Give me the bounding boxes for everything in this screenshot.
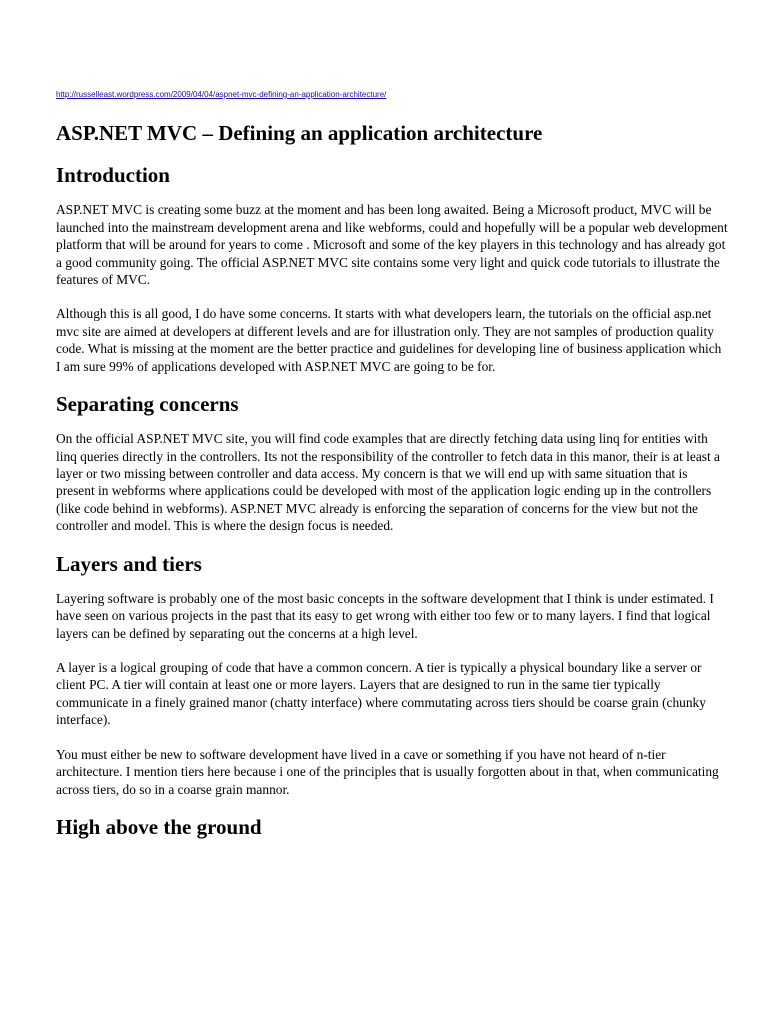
section-heading: Layers and tiers — [56, 551, 202, 576]
paragraph: A layer is a logical grouping of code that have a common concern. A tier is typically a physical boundary like a server or client PC. A tier will contain at least one or more layers. Layers that are designed to run in the same tier typically communicate in a finely grained manor (chatty interface) where commutating across tiers should be coarse grain (chunky interface). — [56, 660, 706, 728]
paragraph: You must either be new to software development have lived in a cave or something if you have not heard of n-tier architecture. I mention tiers here because i one of the principles that is usually forgotten about in that, when communicating across tiers, do so in a coarse grain mannor. — [56, 746, 719, 797]
section-introduction — [56, 163, 728, 375]
paragraph: On the official ASP.NET MVC site, you will find code examples that are directly fetching data using linq for entities with linq queries directly in the controllers. Its not the responsibility of the controller to fetch data in this manor, their is at least a layer or two missing between controller and data access. My concern is that we will end up with same situation that is present in webforms where applications could be developed with most of the application logic ending up in the controllers (like code behind in webforms). ASP.NET MVC already is enforcing the separation of concerns for the view but not the controller and model. This is where the design focus is needed. — [56, 431, 720, 534]
section-separating-concerns — [56, 392, 728, 535]
paragraph: ASP.NET MVC is creating some buzz at the moment and has been long awaited. Being a Microsoft product, MVC will be launched into the mainstream development arena and like webforms, could and hopefully will be a popular web development platform that will be around for years to come . Microsoft and some of the key players in this technology and has already got a good community going. The official ASP.NET MVC site contains some very light and quick code tutorials to illustrate the features of MVC. — [56, 202, 728, 287]
paragraph: Although this is all good, I do have some concerns. It starts with what developers learn, the tutorials on the official asp.net mvc site are aimed at developers at different levels and are for illustration only. They are not samples of production quality code. What is missing at the moment are the better practice and guidelines for developing line of business application which I am sure 99% of applications developed with ASP.NET MVC are going to be for. — [56, 306, 722, 374]
section-heading: Separating concerns — [56, 392, 239, 417]
section-heading: Introduction — [56, 163, 170, 188]
section-heading: High above the ground — [56, 814, 262, 839]
section-layers-and-tiers — [56, 552, 728, 798]
section-high-above-the-ground — [56, 815, 728, 840]
document-body — [56, 121, 728, 853]
paragraph: Layering software is probably one of the most basic concepts in the software development that I think is under estimated. I have seen on various projects in the past that its easy to get wrong with either too few or to many layers. I find that logical layers can be defined by separating out the concerns at a high level. — [56, 590, 714, 641]
source-url-link[interactable]: http://russelleast.wordpress.com/2009/04/04/aspnet-mvc-defining-an-application-architecture/ — [56, 90, 387, 99]
document-title: ASP.NET MVC – Defining an application architecture — [56, 121, 543, 145]
